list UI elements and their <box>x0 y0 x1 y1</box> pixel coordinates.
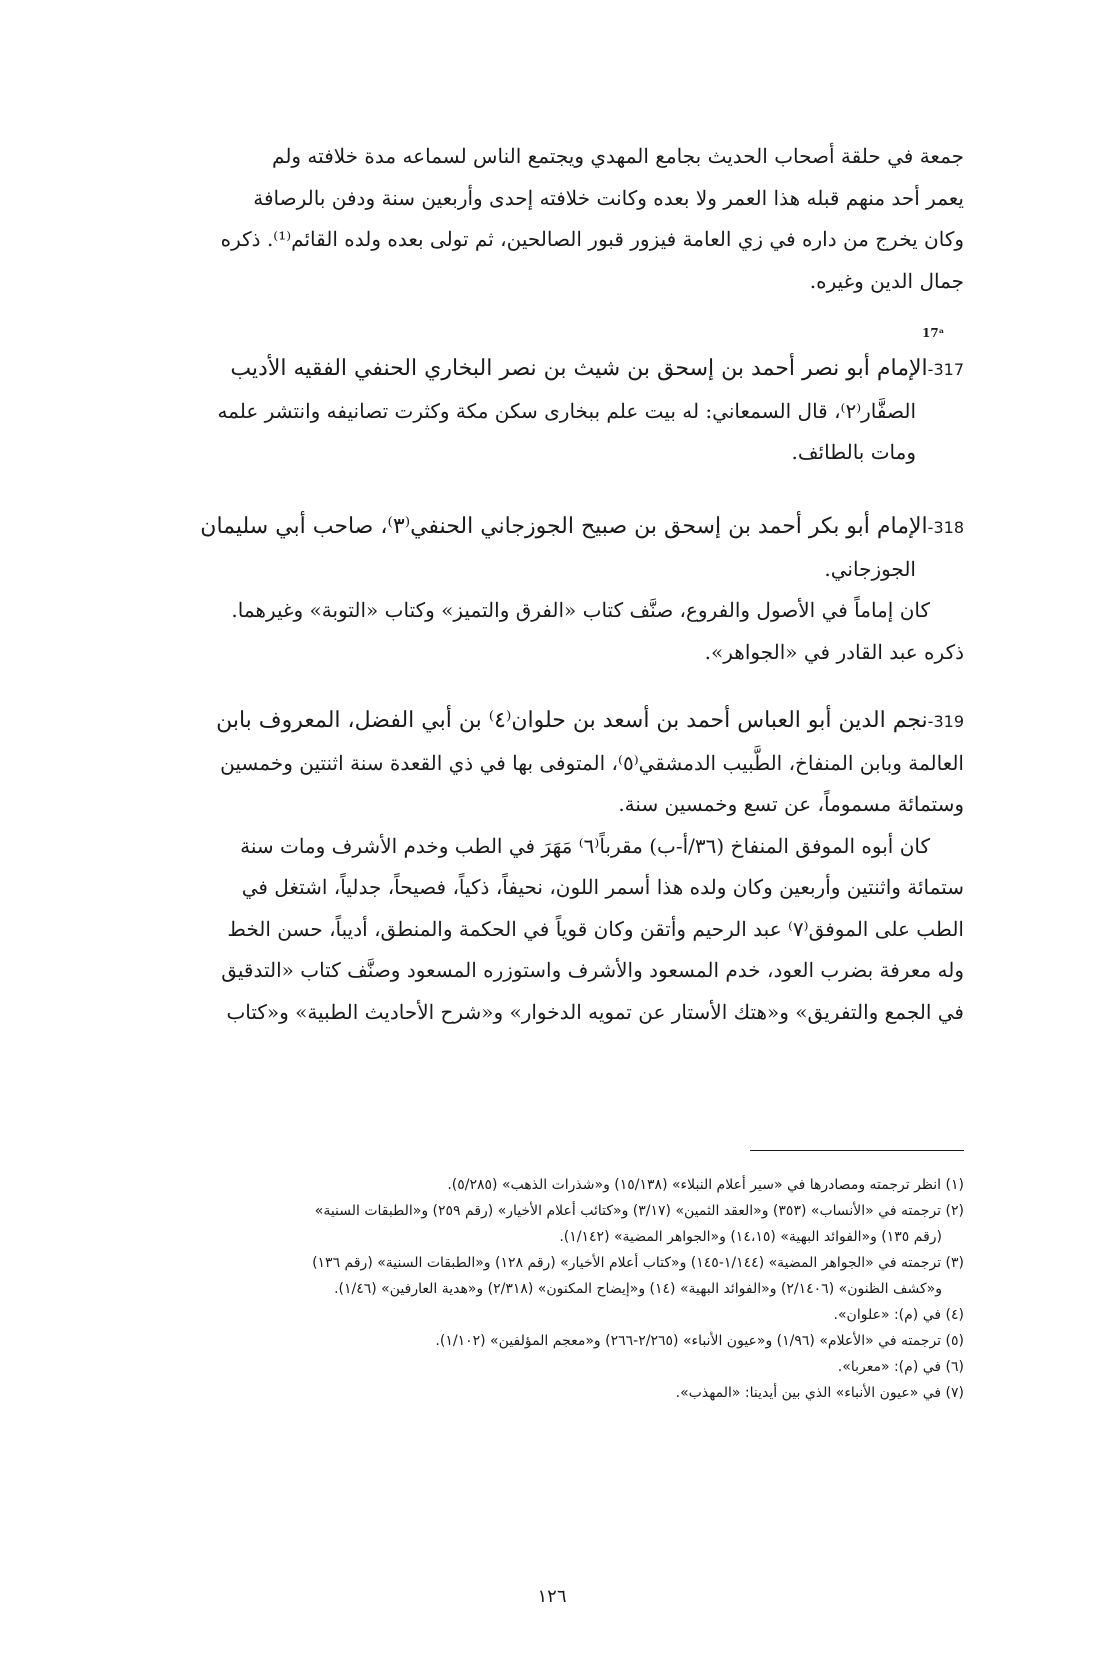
page-number: ١٢٦ <box>537 1586 567 1607</box>
footnote-continuation: و«كشف الظنون» (٢/١٤٠٦) و«الفوائد البهية» (١٤) و«إيضاح المكنون» (٢/٣١٨) و«هدية العارفين» (١/٤٦). <box>334 1281 942 1297</box>
text-line: يعمر أحد منهم قبله هذا العمر ولا بعده وكانت خلافته إحدى وأربعين سنة ودفن بالرصافة <box>253 185 964 210</box>
footnote: (٦) في (م): «معربا». <box>837 1359 964 1375</box>
entry-heading-text: الإمام أبو بكر أحمد بن إسحق بن صبيح الجوزجاني الحنفي⁽٣⁾، صاحب أبي سليمان <box>200 514 928 539</box>
entry-number: 318- <box>927 518 964 537</box>
text-line: كان إماماً في الأصول والفروع، صنَّف كتاب «الفرق والتميز» وكتاب «التوبة» وغيرهما. <box>231 598 930 622</box>
text-line: وله معرفة بضرب العود، خدم المسعود والأشرف واستوزره المسعود وصنَّف كتاب «التدقيق <box>221 958 964 982</box>
footnote: (٥) ترجمته في «الأعلام» (١/٩٦) و«عيون الأنباء» (٢/٢٦٥-٢٦٦) و«معجم المؤلفين» (١/١٠٢). <box>435 1333 964 1349</box>
margin-folio-note: 17ᵃ <box>922 326 945 340</box>
entry-319 <box>104 700 964 1033</box>
entry-heading-text: الإمام أبو نصر أحمد بن إسحق بن شيث بن نصر البخاري الحنفي الفقيه الأديب <box>230 356 928 381</box>
footnote: (٣) ترجمته في «الجواهر المضية» (١/١٤٤-١٤٥) و«كتاب أعلام الأخيار» (رقم ١٢٨) و«الطبقات السنية» (رقم ١٣٦) <box>312 1255 964 1271</box>
footnote-separator <box>750 1150 964 1151</box>
text-line: ذكره عبد القادر في «الجواهر». <box>704 639 964 664</box>
text-line: كان أبوه الموفق المنفاخ (٣٦/أ-ب) مقرباً⁽٦⁾ مَهَرَ في الطب وخدم الأشرف ومات سنة <box>240 833 930 858</box>
footnote: (٤) في (م): «علوان». <box>833 1307 964 1323</box>
entry-number: 319- <box>927 712 964 731</box>
footnotes <box>104 1172 964 1406</box>
text-line: ستمائة واثنتين وأربعين وكان ولده هذا أسمر اللون، نحيفاً، ذكياً، فصيحاً، جدلياً، اشتغل في <box>241 875 964 899</box>
footnote: (١) انظر ترجمته ومصادرها في «سير أعلام النبلاء» (١٥/١٣٨) و«شذرات الذهب» (٥/٢٨٥). <box>447 1177 964 1193</box>
footnote: (٢) ترجمته في «الأنساب» (٣٥٣) و«العقد الثمين» (٣/١٧) و«كتائب أعلام الأخيار» (رقم ٢٥٩) و«الطبقات السنية» <box>314 1203 964 1219</box>
entry-heading <box>104 348 964 391</box>
entry-heading <box>104 700 964 743</box>
text-line: وكان يخرج من داره في زي العامة فيزور قبور الصالحين، ثم تولى بعده ولده القائم⁽¹⁾. ذكره <box>220 227 964 251</box>
entry-heading <box>104 506 964 549</box>
intro-paragraph <box>104 136 964 302</box>
text-line: الجوزجاني. <box>824 556 916 581</box>
text-line: جمعة في حلقة أصحاب الحديث بجامع المهدي ويجتمع الناس لسماعه مدة خلافته ولم <box>272 144 964 168</box>
text-line: وستمائة مسموماً، عن تسع وخمسين سنة. <box>618 792 964 816</box>
entry-number: 317- <box>927 360 964 379</box>
footnote-continuation: (رقم ١٣٥) و«الفوائد البهية» (١٤،١٥) و«الجواهر المضية» (١/١٤٢). <box>559 1229 942 1245</box>
text-line: الطب على الموفق⁽٧⁾ عبد الرحيم وأتقن وكان قوياً في الحكمة والمنطق، أديباً، حسن الخط <box>227 916 964 941</box>
footnote: (٧) في «عيون الأنباء» الذي بين أيدينا: «المهذب». <box>675 1385 964 1401</box>
text-line: جمال الدين وغيره. <box>809 268 964 293</box>
entry-318 <box>104 506 964 673</box>
entry-heading-text: نجم الدين أبو العباس أحمد بن أسعد بن حلوان⁽٤⁾ بن أبي الفضل، المعروف بابن <box>216 708 928 733</box>
text-line: ومات بالطائف. <box>791 440 916 464</box>
entry-317 <box>104 348 964 474</box>
text-line: الصفَّار⁽٢⁾، قال السمعاني: له بيت علم ببخارى سكن مكة وكثرت تصانيفه وانتشر علمه <box>217 398 916 423</box>
text-line: العالمة وبابن المنفاخ، الطَّبيب الدمشقي⁽٥⁾، المتوفى بها في ذي القعدة سنة اثنتين وخمسين <box>220 750 964 775</box>
text-line: في الجمع والتفريق» و«هتك الأستار عن تمويه الدخوار» و«شرح الأحاديث الطبية» و«كتاب <box>226 999 964 1024</box>
